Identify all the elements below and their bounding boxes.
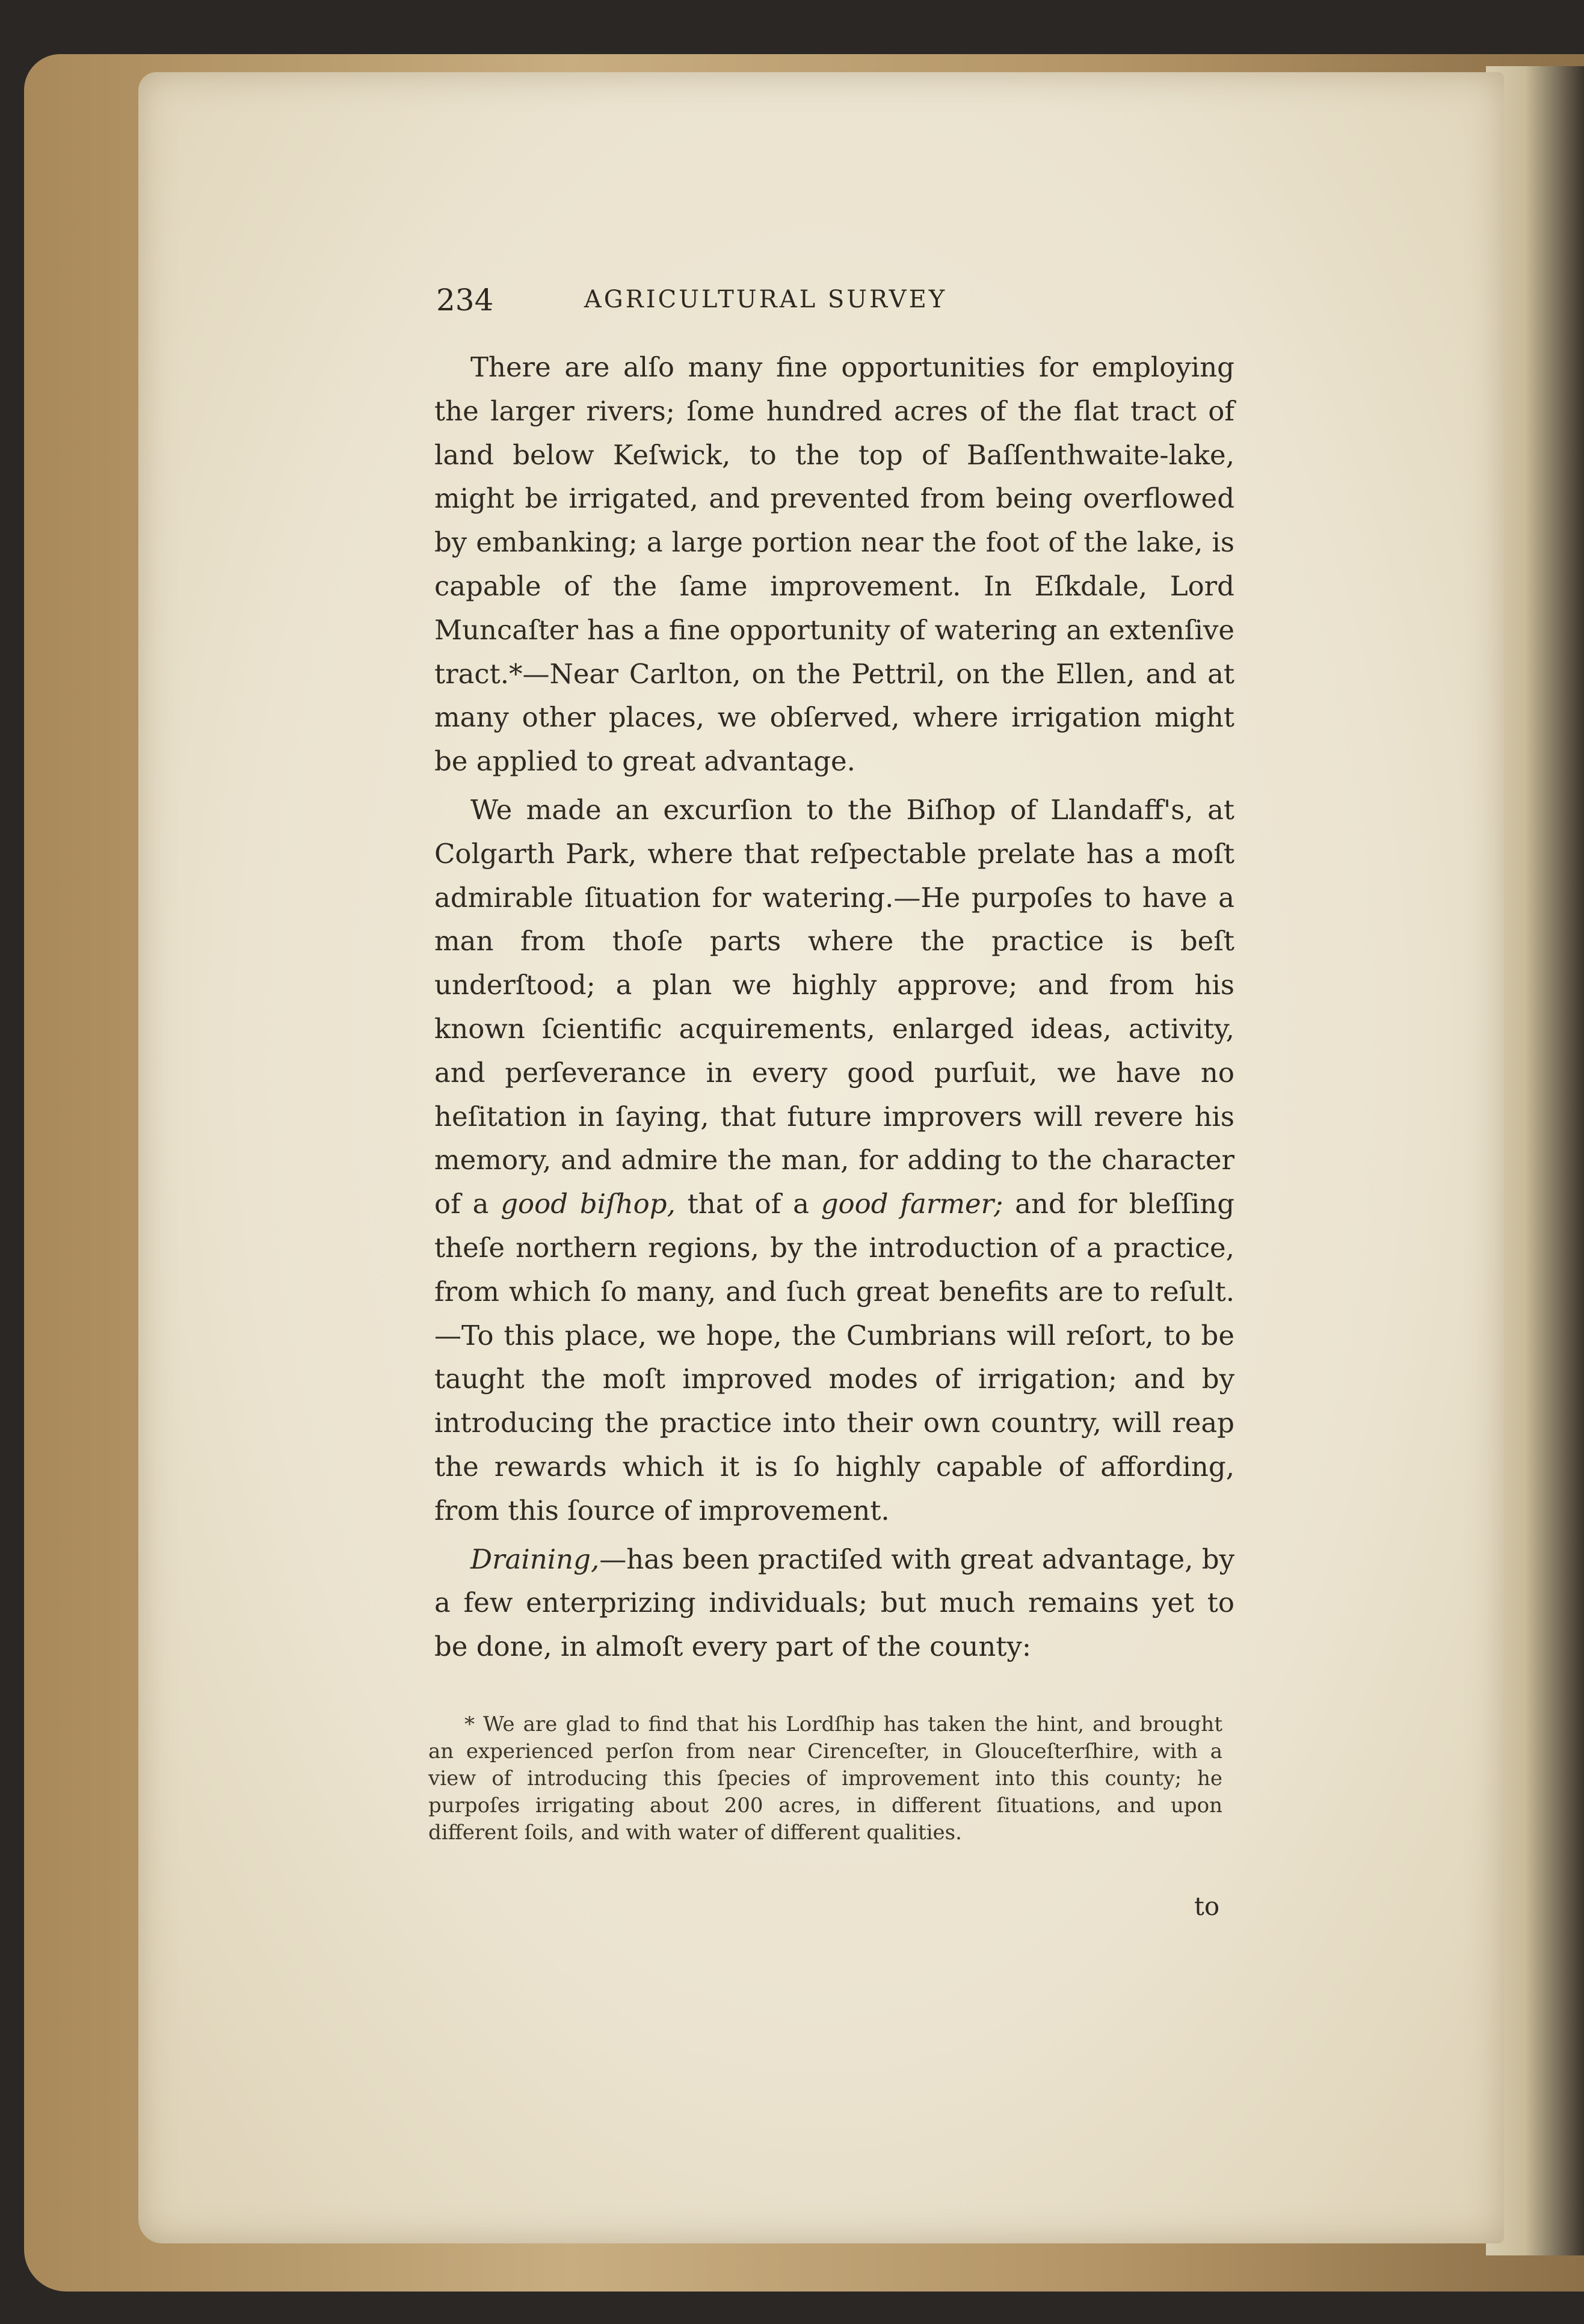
italic-draining: Draining, <box>470 1543 600 1575</box>
footnote-text: * We are glad to find that his Lordſhip has taken the hint, and brought an experienced perſon from near Cirenceſter, in Glouceſterſhire, with a view of introducing this ſpecies of improvement into this county; he purpoſes irrigating about 200 acres, in different ſituations, and upon different ſoils, and with water of different qualities. <box>428 1712 1222 1845</box>
paragraph-bishop <box>434 788 1234 1533</box>
footnote <box>428 1711 1222 1846</box>
paragraph-irrigation-text: There are alſo many fine opportunities for employing the larger rivers; ſome hundred acres of the flat tract of land below Keſwick, to the top of Baſſenthwaite-lake, might be irrigated, and prevented from being overflowed by embanking; a large portion near the foot of the lake, is capable of the ſame improvement. In Eſkdale, Lord Muncaſter has a fine opportunity of watering an extenſive tract.*—Near Carlton, on the Pettril, on the Ellen, and at many other places, we obſerved, where irrigation might be applied to great advantage. <box>434 351 1234 778</box>
paragraph-draining <box>434 1538 1234 1669</box>
running-head <box>436 283 1071 325</box>
paragraph-bishop-part3: and for bleſſing theſe northern regions, by the introduction of a practice, from which ſo many, and ſuch great benefits are to reſult.—To this place, we hope, the Cumbrians will reſort, to be taught the moſt improved modes of irrigation; and by introducing the practice into their own country, will reap the rewards which it is ſo highly capable of affording, from this ſource of improvement. <box>434 1188 1235 1526</box>
catchword: to <box>1194 1892 1220 1921</box>
paragraph-irrigation <box>434 346 1234 784</box>
paragraph-bishop-part2: that of a <box>687 1188 809 1220</box>
paragraph-draining-text: —has been practiſed with great advantage, by a few enterprizing individuals; but much remains yet to be done, in almoſt every part of the county: <box>434 1543 1234 1663</box>
italic-good-bishop: good biſhop, <box>501 1188 676 1220</box>
paragraph-bishop-part1: We made an excurſion to the Biſhop of Llandaff's, at Colgarth Park, where that reſpectable prelate has a moſt admirable ſituation for watering.—He purpoſes to have a man from thoſe parts where the practice is beſt underſtood; a plan we highly approve; and from his known ſcientific acquirements, enlarged ideas, activity, and perſeverance in every good purſuit, we have no heſitation in ſaying, that future improvers will revere his memory, and admire the man, for adding to the character of a <box>434 793 1234 1220</box>
body-text <box>434 346 1234 1669</box>
italic-good-farmer: good farmer; <box>821 1188 1003 1220</box>
page-number: 234 <box>436 283 494 318</box>
running-head-title: AGRICULTURAL SURVEY <box>584 286 948 313</box>
